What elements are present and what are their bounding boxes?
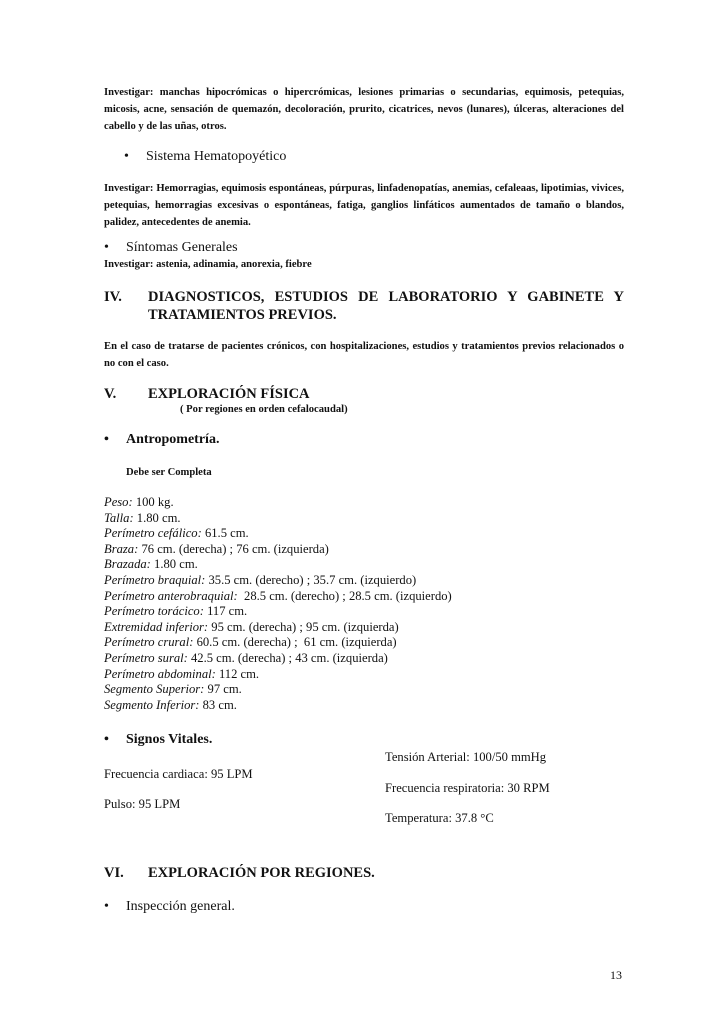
measure-label: Brazada: xyxy=(104,557,151,572)
measure-label: Perímetro crural: xyxy=(104,635,194,650)
antropometria-row xyxy=(104,557,624,573)
frecuencia-respiratoria: Frecuencia respiratoria: 30 RPM xyxy=(385,781,550,795)
antropometria-row xyxy=(104,589,624,605)
hemato-heading: Sistema Hematopoyético xyxy=(146,149,287,164)
antropometria-row xyxy=(104,495,624,511)
section-number: V. xyxy=(104,386,117,402)
signos-heading: Signos Vitales. xyxy=(126,732,213,747)
measure-label: Peso: xyxy=(104,495,133,509)
pulso: Pulso: 95 LPM xyxy=(104,797,181,811)
generales-paragraph: Investigar: astenia, adinamia, anorexia, fiebre xyxy=(104,259,312,270)
antropometria-note: Debe ser Completa xyxy=(126,467,212,478)
measure-label: Perímetro cefálico: xyxy=(104,526,202,541)
inspeccion-heading-line xyxy=(104,898,624,916)
bullet-icon: • xyxy=(104,732,109,747)
measure-value: 112 cm. xyxy=(215,666,260,681)
measure-label: Perímetro sural: xyxy=(104,650,188,665)
measure-value: 97 cm. xyxy=(204,682,242,697)
antropometria-row xyxy=(104,635,624,651)
measure-value: 76 cm. (derecha) ; 76 cm. (izquierda) xyxy=(138,541,329,556)
measure-label: Perímetro anterobraquial: xyxy=(104,588,238,603)
section-number: VI. xyxy=(104,865,124,881)
antropometria-heading: Antropometría. xyxy=(126,432,220,447)
page-number: 13 xyxy=(610,968,622,982)
measure-value: 61.5 cm. xyxy=(201,526,249,541)
generales-heading: Síntomas Generales xyxy=(126,240,238,255)
measure-value: 117 cm. xyxy=(203,604,248,619)
tension-arterial: Tensión Arterial: 100/50 mmHg xyxy=(385,750,547,764)
antropometria-row xyxy=(104,526,624,542)
section-iv-heading xyxy=(104,288,624,328)
section-title: DIAGNOSTICOS, ESTUDIOS DE LABORATORIO Y GABINETE Y TRATAMIENTOS PREVIOS. xyxy=(148,289,624,323)
measure-label: Segmento Superior: xyxy=(104,682,205,697)
bullet-icon: • xyxy=(104,432,109,447)
measure-label: Perímetro braquial: xyxy=(104,572,206,587)
measure-value: 42.5 cm. (derecha) ; 43 cm. (izquierda) xyxy=(187,650,388,665)
section-v-subtitle: ( Por regiones en orden cefalocaudal) xyxy=(180,404,348,415)
measure-value: 1.80 cm. xyxy=(150,557,198,572)
measure-label: Segmento Inferior: xyxy=(104,697,200,712)
section-title: EXPLORACIÓN POR REGIONES. xyxy=(148,865,375,881)
measure-label: Perímetro abdominal: xyxy=(104,666,216,681)
measure-value: 1.80 cm. xyxy=(133,510,181,525)
antropometria-list xyxy=(104,495,624,713)
bullet-icon: • xyxy=(104,240,109,255)
frecuencia-cardiaca: Frecuencia cardiaca: 95 LPM xyxy=(104,767,253,781)
section-number: IV. xyxy=(104,289,122,305)
antropometria-row xyxy=(104,604,624,620)
temperatura: Temperatura: 37.8 °C xyxy=(385,811,494,825)
section-title: EXPLORACIÓN FÍSICA xyxy=(148,386,310,402)
antropometria-row xyxy=(104,542,624,558)
antropometria-row xyxy=(104,651,624,667)
intro-paragraph: Investigar: manchas hipocrómicas o hipercrómicas, lesiones primarias o secundarias, equimosis, petequias, micosis, acne, sensación de quemazón, decoloración, prurito, cicatrices, nevos (lunares), úlceras, alteraciones del cabello y de las uñas, otros. xyxy=(104,87,624,132)
hemato-paragraph: Investigar: Hemorragias, equimosis espontáneas, púrpuras, linfadenopatías, anemias, cefaleaas, lipotimias, vivices, petequias, hemorragias excesivas o espontáneas, fatiga, ganglios linfáticos aumentados de tamaño o blandos, palidez, antecedentes de anemia. xyxy=(104,183,624,228)
antropometria-row xyxy=(104,620,624,636)
generales-heading-line xyxy=(104,239,624,257)
measure-label: Perímetro torácico: xyxy=(104,604,204,619)
antropometria-row xyxy=(104,682,624,698)
bullet-icon: • xyxy=(104,899,109,914)
measure-value: 100 kg. xyxy=(132,495,174,509)
antropometria-row xyxy=(104,573,624,589)
signos-heading-line xyxy=(104,731,624,749)
antropometria-heading-line xyxy=(104,431,624,449)
antropometria-row xyxy=(104,511,624,527)
antropometria-row xyxy=(104,698,624,714)
inspeccion-heading: Inspección general. xyxy=(126,899,235,914)
antropometria-row xyxy=(104,667,624,683)
measure-label: Extremidad inferior: xyxy=(104,619,209,634)
measure-value: 35.5 cm. (derecho) ; 35.7 cm. (izquierdo) xyxy=(205,572,417,587)
section-vi-heading xyxy=(104,864,624,884)
section-iv-paragraph: En el caso de tratarse de pacientes crónicos, con hospitalizaciones, estudios y tratamientos previos relacionados o no con el caso. xyxy=(104,341,624,369)
measure-label: Talla: xyxy=(104,510,134,525)
measure-label: Braza: xyxy=(104,541,139,556)
hemato-heading-line xyxy=(124,148,524,166)
measure-value: 95 cm. (derecha) ; 95 cm. (izquierda) xyxy=(208,619,399,634)
measure-value: 60.5 cm. (derecha) ; 61 cm. (izquierda) xyxy=(193,635,397,650)
measure-value: 28.5 cm. (derecho) ; 28.5 cm. (izquierdo) xyxy=(237,588,452,603)
measure-value: 83 cm. xyxy=(199,697,237,712)
bullet-icon: • xyxy=(124,149,129,164)
